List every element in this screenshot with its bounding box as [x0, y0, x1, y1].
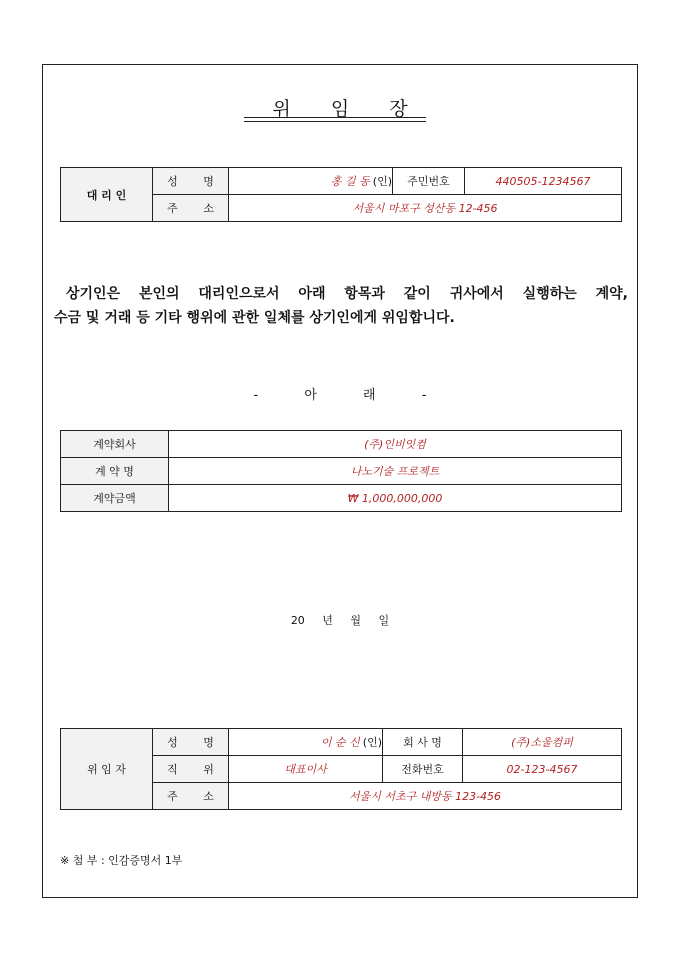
attachment-note: ※ 첨 부 : 인감증명서 1부	[60, 854, 183, 867]
section-heading: - 아 래 -	[253, 388, 427, 403]
delegator-address-label: 주 소	[153, 783, 229, 810]
agent-name-label: 성 명	[153, 168, 229, 195]
delegator-phone-label: 전화번호	[383, 756, 463, 783]
delegator-header: 위 임 자	[61, 729, 153, 810]
agent-id-value: 440505-1234567	[465, 168, 622, 195]
statement-line-1: 상기인은 본인의 대리인으로서 아래 항목과 같이 귀사에서 실행하는 계약,	[66, 286, 628, 302]
delegator-seal-mark: (인)	[362, 736, 382, 749]
agent-address-label: 주 소	[153, 195, 229, 222]
date-line: 20 년 월 일	[290, 614, 390, 627]
agent-name-row	[61, 168, 622, 195]
agent-name-cell	[229, 168, 393, 195]
contract-table	[60, 430, 622, 512]
agent-table	[60, 167, 622, 222]
delegator-name-row	[61, 729, 622, 756]
contract-name-value: 나노기술 프로젝트	[169, 458, 622, 485]
contract-name-label: 계 약 명	[61, 458, 169, 485]
delegator-name-cell	[229, 729, 383, 756]
agent-name-value: 홍 길 동	[330, 175, 370, 188]
statement-line-2: 수금 및 거래 등 기타 행위에 관한 일체를 상기인에게 위임합니다.	[54, 310, 455, 326]
delegator-position-label: 직 위	[153, 756, 229, 783]
delegation-statement	[54, 282, 628, 330]
agent-id-label: 주민번호	[393, 168, 465, 195]
delegator-company-value: (주)소울컴퍼	[463, 729, 622, 756]
contract-company-row	[61, 431, 622, 458]
document-title: 위 임 장	[272, 98, 408, 120]
contract-amount-label: 계약금액	[61, 485, 169, 512]
agent-seal-mark: (인)	[372, 175, 392, 188]
delegator-address-value: 서울시 서초구 내방동 123-456	[229, 783, 622, 810]
delegator-name-value: 이 순 신	[320, 736, 360, 749]
delegator-table	[60, 728, 622, 810]
agent-address-value: 서울시 마포구 성산동 12-456	[229, 195, 622, 222]
contract-company-label: 계약회사	[61, 431, 169, 458]
contract-amount-row	[61, 485, 622, 512]
contract-company-value: (주)인비잇컴	[169, 431, 622, 458]
delegator-company-label: 회 사 명	[383, 729, 463, 756]
title-double-underline	[244, 117, 426, 122]
contract-name-row	[61, 458, 622, 485]
contract-amount-value: ₩ 1,000,000,000	[169, 485, 622, 512]
agent-header: 대 리 인	[61, 168, 153, 222]
delegator-phone-value: 02-123-4567	[463, 756, 622, 783]
delegator-name-label: 성 명	[153, 729, 229, 756]
delegator-position-value: 대표이사	[229, 756, 383, 783]
